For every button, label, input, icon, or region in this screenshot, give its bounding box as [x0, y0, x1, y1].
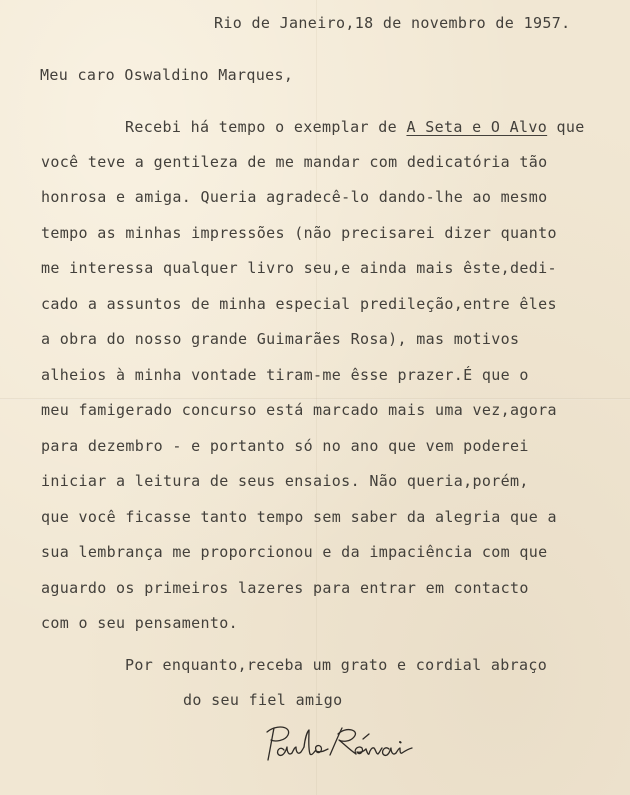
body-line-6: cado a assuntos de minha especial predileção,entre êles: [41, 295, 557, 313]
place-date-line: Rio de Janeiro,18 de novembro de 1957.: [214, 14, 571, 32]
closing-line-1: Por enquanto,receba um grato e cordial abraço: [125, 656, 548, 674]
body-line-14: aguardo os primeiros lazeres para entrar em contacto: [41, 579, 529, 597]
body-line-3: honrosa e amiga. Queria agradecê-lo dando-lhe ao mesmo: [41, 188, 548, 206]
body-line-10: para dezembro - e portanto só no ano que vem poderei: [41, 437, 529, 455]
paper-fold-horizontal: [0, 398, 630, 400]
body-line-7: a obra do nosso grande Guimarães Rosa), mas motivos: [41, 330, 520, 348]
body-line-13: sua lembrança me proporcionou e da impaciência com que: [41, 543, 548, 561]
body-line-15: com o seu pensamento.: [41, 614, 238, 632]
body-line-9: meu famigerado concurso está marcado mais uma vez,agora: [41, 401, 557, 419]
salutation: Meu caro Oswaldino Marques,: [40, 66, 294, 84]
handwritten-signature: [258, 720, 438, 766]
book-title: A Seta e O Alvo: [406, 118, 548, 136]
body-line-1: [125, 118, 585, 136]
body-line-1-end: que: [547, 118, 585, 136]
body-line-1-start: Recebi há tempo o exemplar de: [125, 118, 407, 136]
body-line-5: me interessa qualquer livro seu,e ainda mais êste,dedi-: [41, 259, 557, 277]
closing-line-2: do seu fiel amigo: [183, 691, 343, 709]
body-line-11: iniciar a leitura de seus ensaios. Não queria,porém,: [41, 472, 529, 490]
body-line-2: você teve a gentileza de me mandar com dedicatória tão: [41, 153, 548, 171]
body-line-8: alheios à minha vontade tiram-me êsse prazer.É que o: [41, 366, 529, 384]
body-line-12: que você ficasse tanto tempo sem saber da alegria que a: [41, 508, 557, 526]
body-line-4: tempo as minhas impressões (não precisarei dizer quanto: [41, 224, 557, 242]
